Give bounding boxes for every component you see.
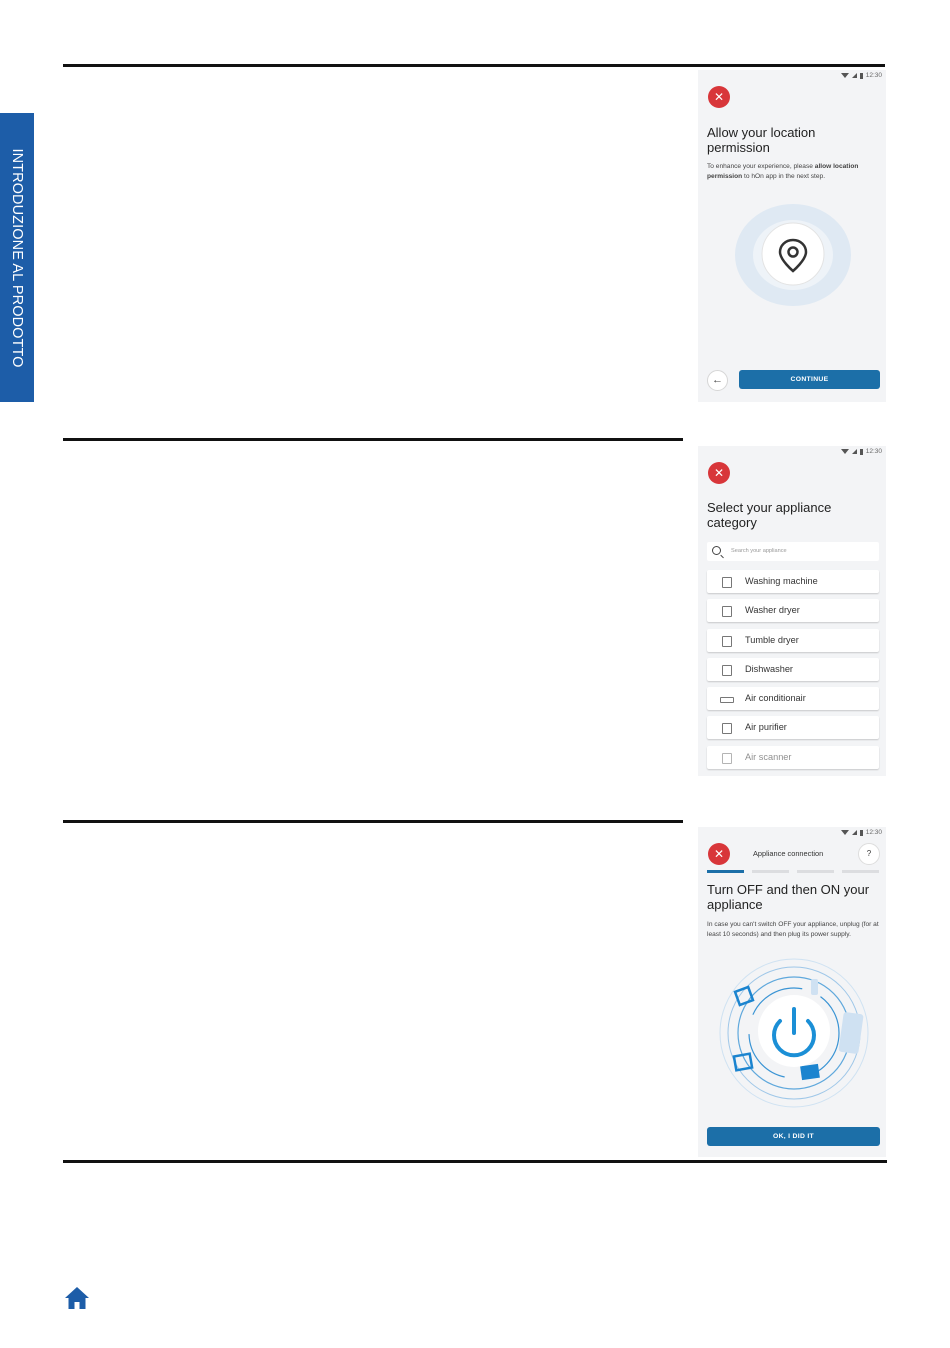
back-arrow-icon[interactable]: ← (707, 370, 728, 391)
search-input[interactable] (707, 542, 879, 561)
status-bar (841, 72, 882, 79)
location-title: Allow your location permission (707, 125, 816, 155)
power-illustration (707, 957, 881, 1109)
air-purifier-icon (722, 723, 732, 734)
wifi-icon (841, 73, 849, 78)
progress-step (842, 870, 879, 873)
air-conditioner-icon (720, 697, 734, 703)
signal-icon (852, 449, 857, 454)
battery-icon (860, 73, 863, 79)
screenshot-appliance-connection (698, 827, 886, 1157)
washing-machine-icon (722, 577, 732, 588)
connection-description: In case you can't switch OFF your appliance, unplug (for at least 10 seconds) and then plug its power supply. (707, 921, 879, 938)
status-bar (841, 829, 882, 836)
divider-2 (63, 438, 683, 441)
wifi-icon (841, 449, 849, 454)
list-item[interactable]: Washer dryer (707, 599, 879, 622)
divider-top (63, 64, 885, 67)
progress-step (707, 870, 744, 873)
connection-header-title: Appliance connection (753, 849, 824, 858)
section-side-tab (0, 113, 34, 402)
location-description: To enhance your experience, please allow location permission to hOn app in the next step. (707, 163, 859, 180)
divider-bottom (63, 1160, 887, 1163)
progress-step (752, 870, 789, 873)
screenshot-appliance-category (698, 446, 886, 776)
status-bar (841, 448, 882, 455)
list-item[interactable]: Tumble dryer (707, 629, 879, 652)
signal-icon (852, 830, 857, 835)
tumble-dryer-icon (722, 636, 732, 647)
connection-title: Turn OFF and then ON your appliance (707, 882, 870, 912)
status-time: 12:30 (865, 448, 882, 455)
progress-steps (707, 870, 879, 873)
close-icon[interactable]: ✕ (708, 843, 730, 865)
list-item[interactable]: Washing machine (707, 570, 879, 593)
ok-i-did-it-button[interactable]: OK, I DID IT (707, 1127, 880, 1146)
category-title: Select your appliance category (707, 500, 832, 530)
dishwasher-icon (722, 665, 732, 676)
status-time: 12:30 (865, 72, 882, 79)
list-item[interactable]: Dishwasher (707, 658, 879, 681)
wifi-icon (841, 830, 849, 835)
battery-icon (860, 449, 863, 455)
battery-icon (860, 830, 863, 836)
list-item[interactable]: Air scanner (707, 746, 879, 769)
search-placeholder: Search your appliance (731, 548, 787, 554)
search-icon (712, 546, 721, 555)
side-tab-label: INTRODUZIONE AL PRODOTTO (9, 147, 25, 368)
home-icon[interactable] (64, 1286, 90, 1310)
divider-3 (63, 820, 683, 823)
screenshot-location-permission (698, 70, 886, 402)
progress-step (797, 870, 834, 873)
continue-button[interactable]: CONTINUE (739, 370, 880, 389)
list-item[interactable]: Air conditionair (707, 687, 879, 710)
location-illustration (734, 203, 852, 307)
close-icon[interactable]: ✕ (708, 86, 730, 108)
status-time: 12:30 (865, 829, 882, 836)
help-icon[interactable]: ? (858, 843, 880, 865)
appliance-list (707, 570, 879, 775)
list-item[interactable]: Air purifier (707, 716, 879, 739)
close-icon[interactable]: ✕ (708, 462, 730, 484)
air-scanner-icon (722, 753, 732, 764)
washer-dryer-icon (722, 606, 732, 617)
signal-icon (852, 73, 857, 78)
